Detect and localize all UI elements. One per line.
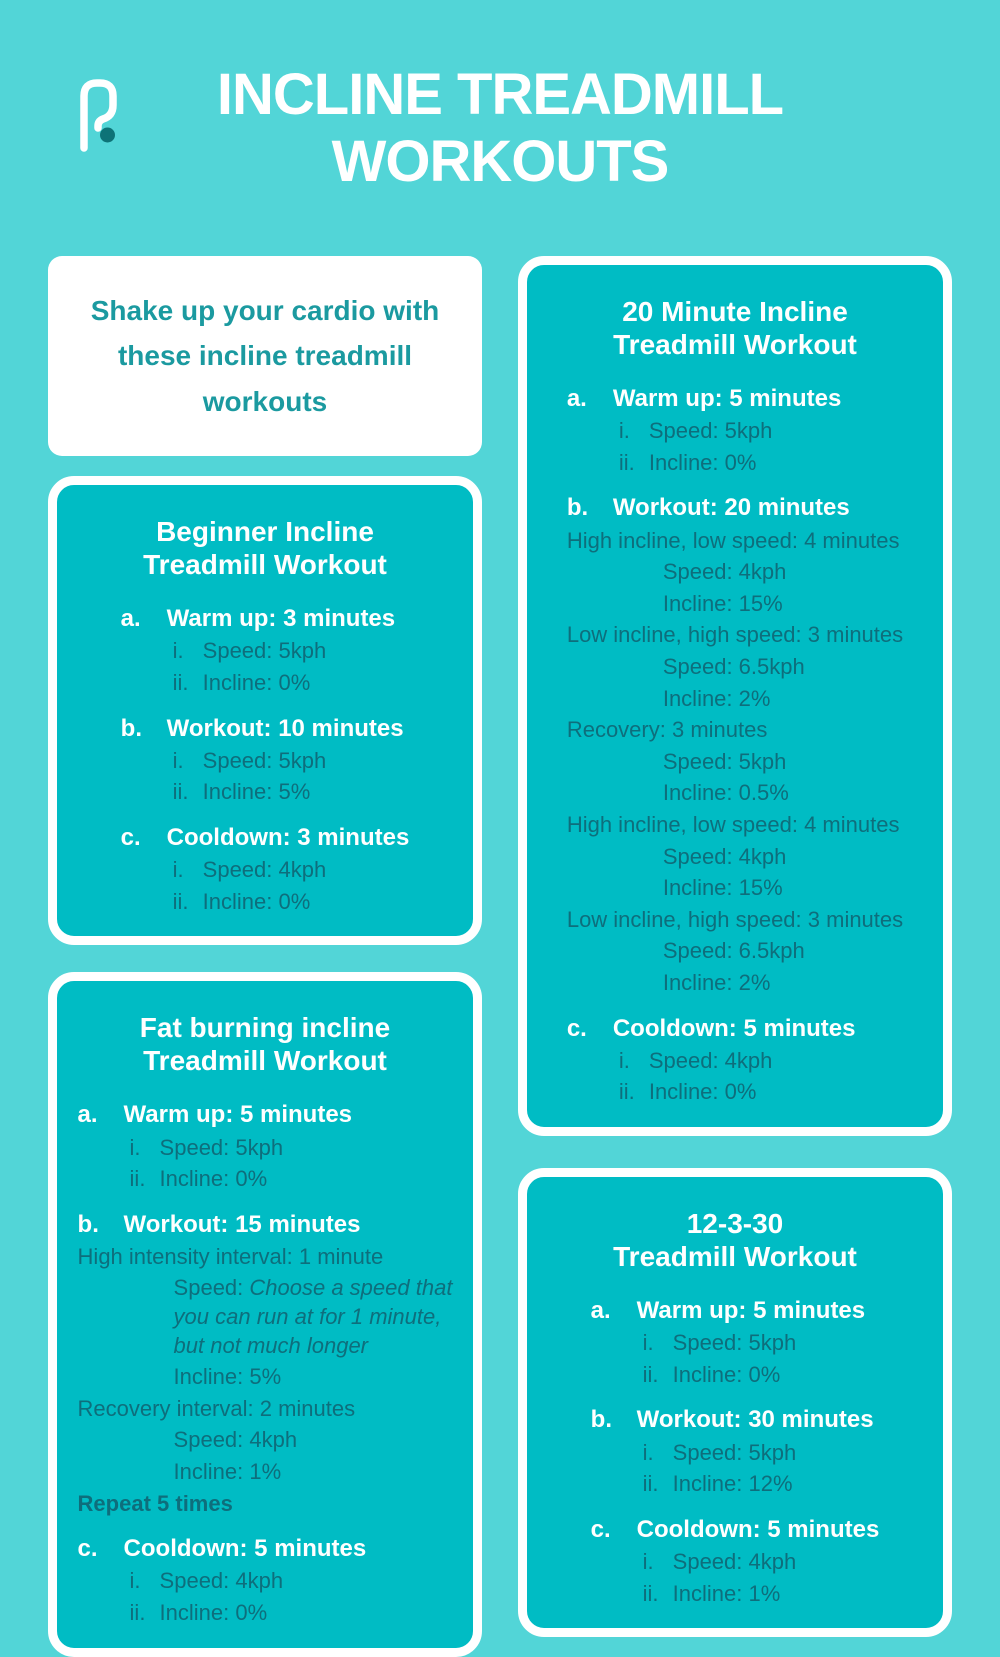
workout-step	[121, 603, 410, 634]
interval-line: High intensity interval: 1 minute	[77, 1243, 384, 1269]
interval-line: Speed: 4kph	[173, 1427, 298, 1453]
card-title-line2: Treadmill Workout	[613, 1240, 857, 1272]
workout-step	[591, 1514, 880, 1545]
card-title-line1: 12-3-30	[686, 1207, 784, 1239]
interval-line: Low incline, high speed: 3 minutes	[566, 906, 904, 932]
workout-step	[567, 383, 903, 414]
detail-text: Speed: 4kph	[672, 1548, 797, 1574]
left-column	[48, 256, 482, 1657]
detail-numeral: i.	[642, 1548, 654, 1574]
detail-numeral: i.	[642, 1330, 654, 1356]
step-detail	[173, 669, 410, 698]
detail-numeral: i.	[618, 418, 630, 444]
detail-numeral: i.	[172, 747, 184, 773]
step-label: Warm up: 3 minutes	[166, 605, 396, 633]
detail-text: Speed: 5kph	[672, 1439, 797, 1465]
workout-card-beginner	[48, 476, 482, 945]
card-title	[547, 295, 923, 361]
detail-text: Speed: 5kph	[159, 1134, 284, 1160]
card-title-line2: Treadmill Workout	[613, 329, 857, 361]
detail-text: Incline: 0%	[648, 1079, 757, 1105]
step-detail	[619, 449, 903, 478]
step-label: Workout: 30 minutes	[636, 1406, 874, 1434]
workout-step	[78, 1209, 453, 1240]
step-letter: b.	[590, 1406, 612, 1434]
detail-numeral: ii.	[618, 449, 635, 475]
interval-line: Speed: 4kph	[662, 559, 787, 585]
card-title-line1: Fat burning incline	[139, 1012, 391, 1044]
detail-italic-text: Choose a speed that you can run at for 1 minute, but not much longer	[173, 1275, 453, 1358]
content-columns	[0, 256, 1000, 1657]
step-detail	[173, 778, 410, 807]
workout-card-12-3-30	[518, 1168, 952, 1637]
detail-numeral: ii.	[618, 1079, 635, 1105]
detail-numeral: ii.	[642, 1580, 659, 1606]
workout-step	[121, 822, 410, 853]
intro-text: Shake up your cardio with these incline treadmill workouts	[90, 295, 440, 417]
step-detail	[130, 1599, 453, 1628]
workout-step	[591, 1404, 880, 1435]
detail-numeral: ii.	[129, 1166, 146, 1192]
detail-numeral: i.	[129, 1568, 141, 1594]
step-letter: c.	[566, 1014, 587, 1042]
step-label: Workout: 20 minutes	[612, 494, 850, 522]
repeat-note: Repeat 5 times	[77, 1490, 233, 1516]
interval-line: Speed: 4kph	[662, 843, 787, 869]
detail-text: Speed: 5kph	[672, 1330, 797, 1356]
card-steps	[121, 603, 410, 916]
step-letter: c.	[77, 1535, 98, 1563]
step-detail	[619, 417, 903, 446]
detail-text: Incline: 0%	[672, 1361, 781, 1387]
detail-text: Speed: 5kph	[202, 638, 327, 664]
interval-line: Low incline, high speed: 3 minutes	[566, 622, 904, 648]
card-steps	[567, 383, 903, 1107]
step-label: Warm up: 5 minutes	[123, 1101, 353, 1129]
step-letter: a.	[566, 385, 587, 413]
card-title-line2: Treadmill Workout	[143, 549, 387, 581]
card-title	[547, 1207, 923, 1273]
interval-line: High incline, low speed: 4 minutes	[566, 527, 900, 553]
card-title	[77, 515, 453, 581]
step-label: Warm up: 5 minutes	[636, 1296, 866, 1324]
detail-text: Speed: 4kph	[202, 857, 327, 883]
step-letter: a.	[590, 1296, 611, 1324]
step-detail	[173, 747, 410, 776]
step-label: Cooldown: 5 minutes	[123, 1535, 367, 1563]
detail-prefix: Speed:	[173, 1275, 250, 1301]
detail-text: Speed: 5kph	[202, 747, 327, 773]
detail-numeral: ii.	[172, 669, 189, 695]
step-detail	[643, 1470, 880, 1499]
detail-numeral: ii.	[172, 888, 189, 914]
detail-text: Incline: 0%	[648, 449, 757, 475]
step-label: Workout: 15 minutes	[123, 1210, 361, 1238]
card-title	[77, 1011, 453, 1077]
step-label: Workout: 10 minutes	[166, 714, 404, 742]
interval-line: Speed: 6.5kph	[662, 938, 805, 964]
interval-line: Incline: 5%	[173, 1364, 282, 1390]
step-detail	[173, 888, 410, 917]
workout-step	[567, 1013, 903, 1044]
card-title-line1: Beginner Incline	[156, 516, 374, 548]
interval-line: Incline: 2%	[662, 969, 771, 995]
detail-text: Speed: 5kph	[648, 418, 773, 444]
detail-text: Incline: 0%	[202, 888, 311, 914]
right-column	[518, 256, 952, 1657]
detail-numeral: i.	[642, 1439, 654, 1465]
interval-line: Incline: 15%	[662, 875, 783, 901]
detail-text: Speed: 4kph	[159, 1568, 284, 1594]
intro-card	[48, 256, 482, 456]
step-detail	[643, 1361, 880, 1390]
card-steps	[591, 1295, 880, 1608]
logo-dot	[100, 128, 115, 143]
step-detail	[130, 1165, 453, 1194]
detail-numeral: i.	[129, 1134, 141, 1160]
step-detail	[130, 1134, 453, 1163]
step-detail	[643, 1329, 880, 1358]
detail-text: Incline: 0%	[159, 1166, 268, 1192]
step-label: Cooldown: 5 minutes	[636, 1515, 880, 1543]
workout-step	[78, 1533, 453, 1564]
detail-text: Incline: 5%	[202, 779, 311, 805]
step-letter: c.	[590, 1515, 611, 1543]
detail-text: Speed: 4kph	[648, 1047, 773, 1073]
step-letter: c.	[120, 823, 141, 851]
detail-numeral: ii.	[172, 779, 189, 805]
step-detail	[619, 1078, 903, 1107]
step-label: Warm up: 5 minutes	[612, 385, 842, 413]
step-detail	[173, 856, 410, 885]
step-detail	[643, 1580, 880, 1609]
interval-line: Recovery interval: 2 minutes	[77, 1395, 356, 1421]
workout-card-20-minute	[518, 256, 952, 1136]
step-letter: b.	[77, 1210, 99, 1238]
step-letter: a.	[77, 1101, 98, 1129]
header	[0, 0, 1000, 200]
interval-line: Incline: 15%	[662, 590, 783, 616]
puregym-logo-icon	[76, 76, 120, 156]
page-title-line2: WORKOUTS	[331, 128, 669, 194]
interval-line: Recovery: 3 minutes	[566, 717, 768, 743]
workout-step	[121, 713, 410, 744]
workout-step	[78, 1099, 453, 1130]
detail-numeral: ii.	[642, 1361, 659, 1387]
detail-numeral: i.	[172, 638, 184, 664]
step-detail	[173, 637, 410, 666]
interval-line: Speed: 6.5kph	[662, 654, 805, 679]
card-title-line1: 20 Minute Incline	[622, 296, 848, 327]
interval-line: Incline: 0.5%	[662, 780, 789, 806]
detail-numeral: ii.	[129, 1600, 146, 1626]
interval-line: Incline: 1%	[173, 1459, 282, 1485]
card-title-line2: Treadmill Workout	[143, 1045, 387, 1077]
step-detail	[619, 1047, 903, 1076]
detail-note	[174, 1274, 453, 1360]
step-detail	[130, 1567, 453, 1596]
workout-step	[567, 492, 903, 523]
step-detail	[643, 1548, 880, 1577]
step-label: Cooldown: 5 minutes	[612, 1014, 856, 1042]
page-title-line1: INCLINE TREADMILL	[216, 62, 784, 127]
interval-line: High incline, low speed: 4 minutes	[566, 811, 900, 837]
detail-text: Incline: 12%	[672, 1471, 793, 1497]
step-label: Cooldown: 3 minutes	[166, 823, 410, 851]
step-detail	[643, 1439, 880, 1468]
detail-numeral: ii.	[642, 1471, 659, 1497]
detail-numeral: i.	[172, 857, 184, 883]
step-letter: a.	[120, 605, 141, 633]
detail-text: Incline: 0%	[202, 669, 311, 695]
detail-text: Incline: 1%	[672, 1580, 781, 1606]
page-title	[0, 62, 1000, 195]
interval-line: Incline: 2%	[662, 685, 771, 711]
interval-line: Speed: 5kph	[662, 748, 787, 774]
workout-card-fat-burning	[48, 972, 482, 1656]
workout-step	[591, 1295, 880, 1326]
step-letter: b.	[120, 714, 142, 742]
step-letter: b.	[566, 494, 589, 522]
detail-numeral: i.	[618, 1047, 630, 1073]
card-steps	[78, 1099, 453, 1627]
detail-text: Incline: 0%	[159, 1600, 268, 1626]
